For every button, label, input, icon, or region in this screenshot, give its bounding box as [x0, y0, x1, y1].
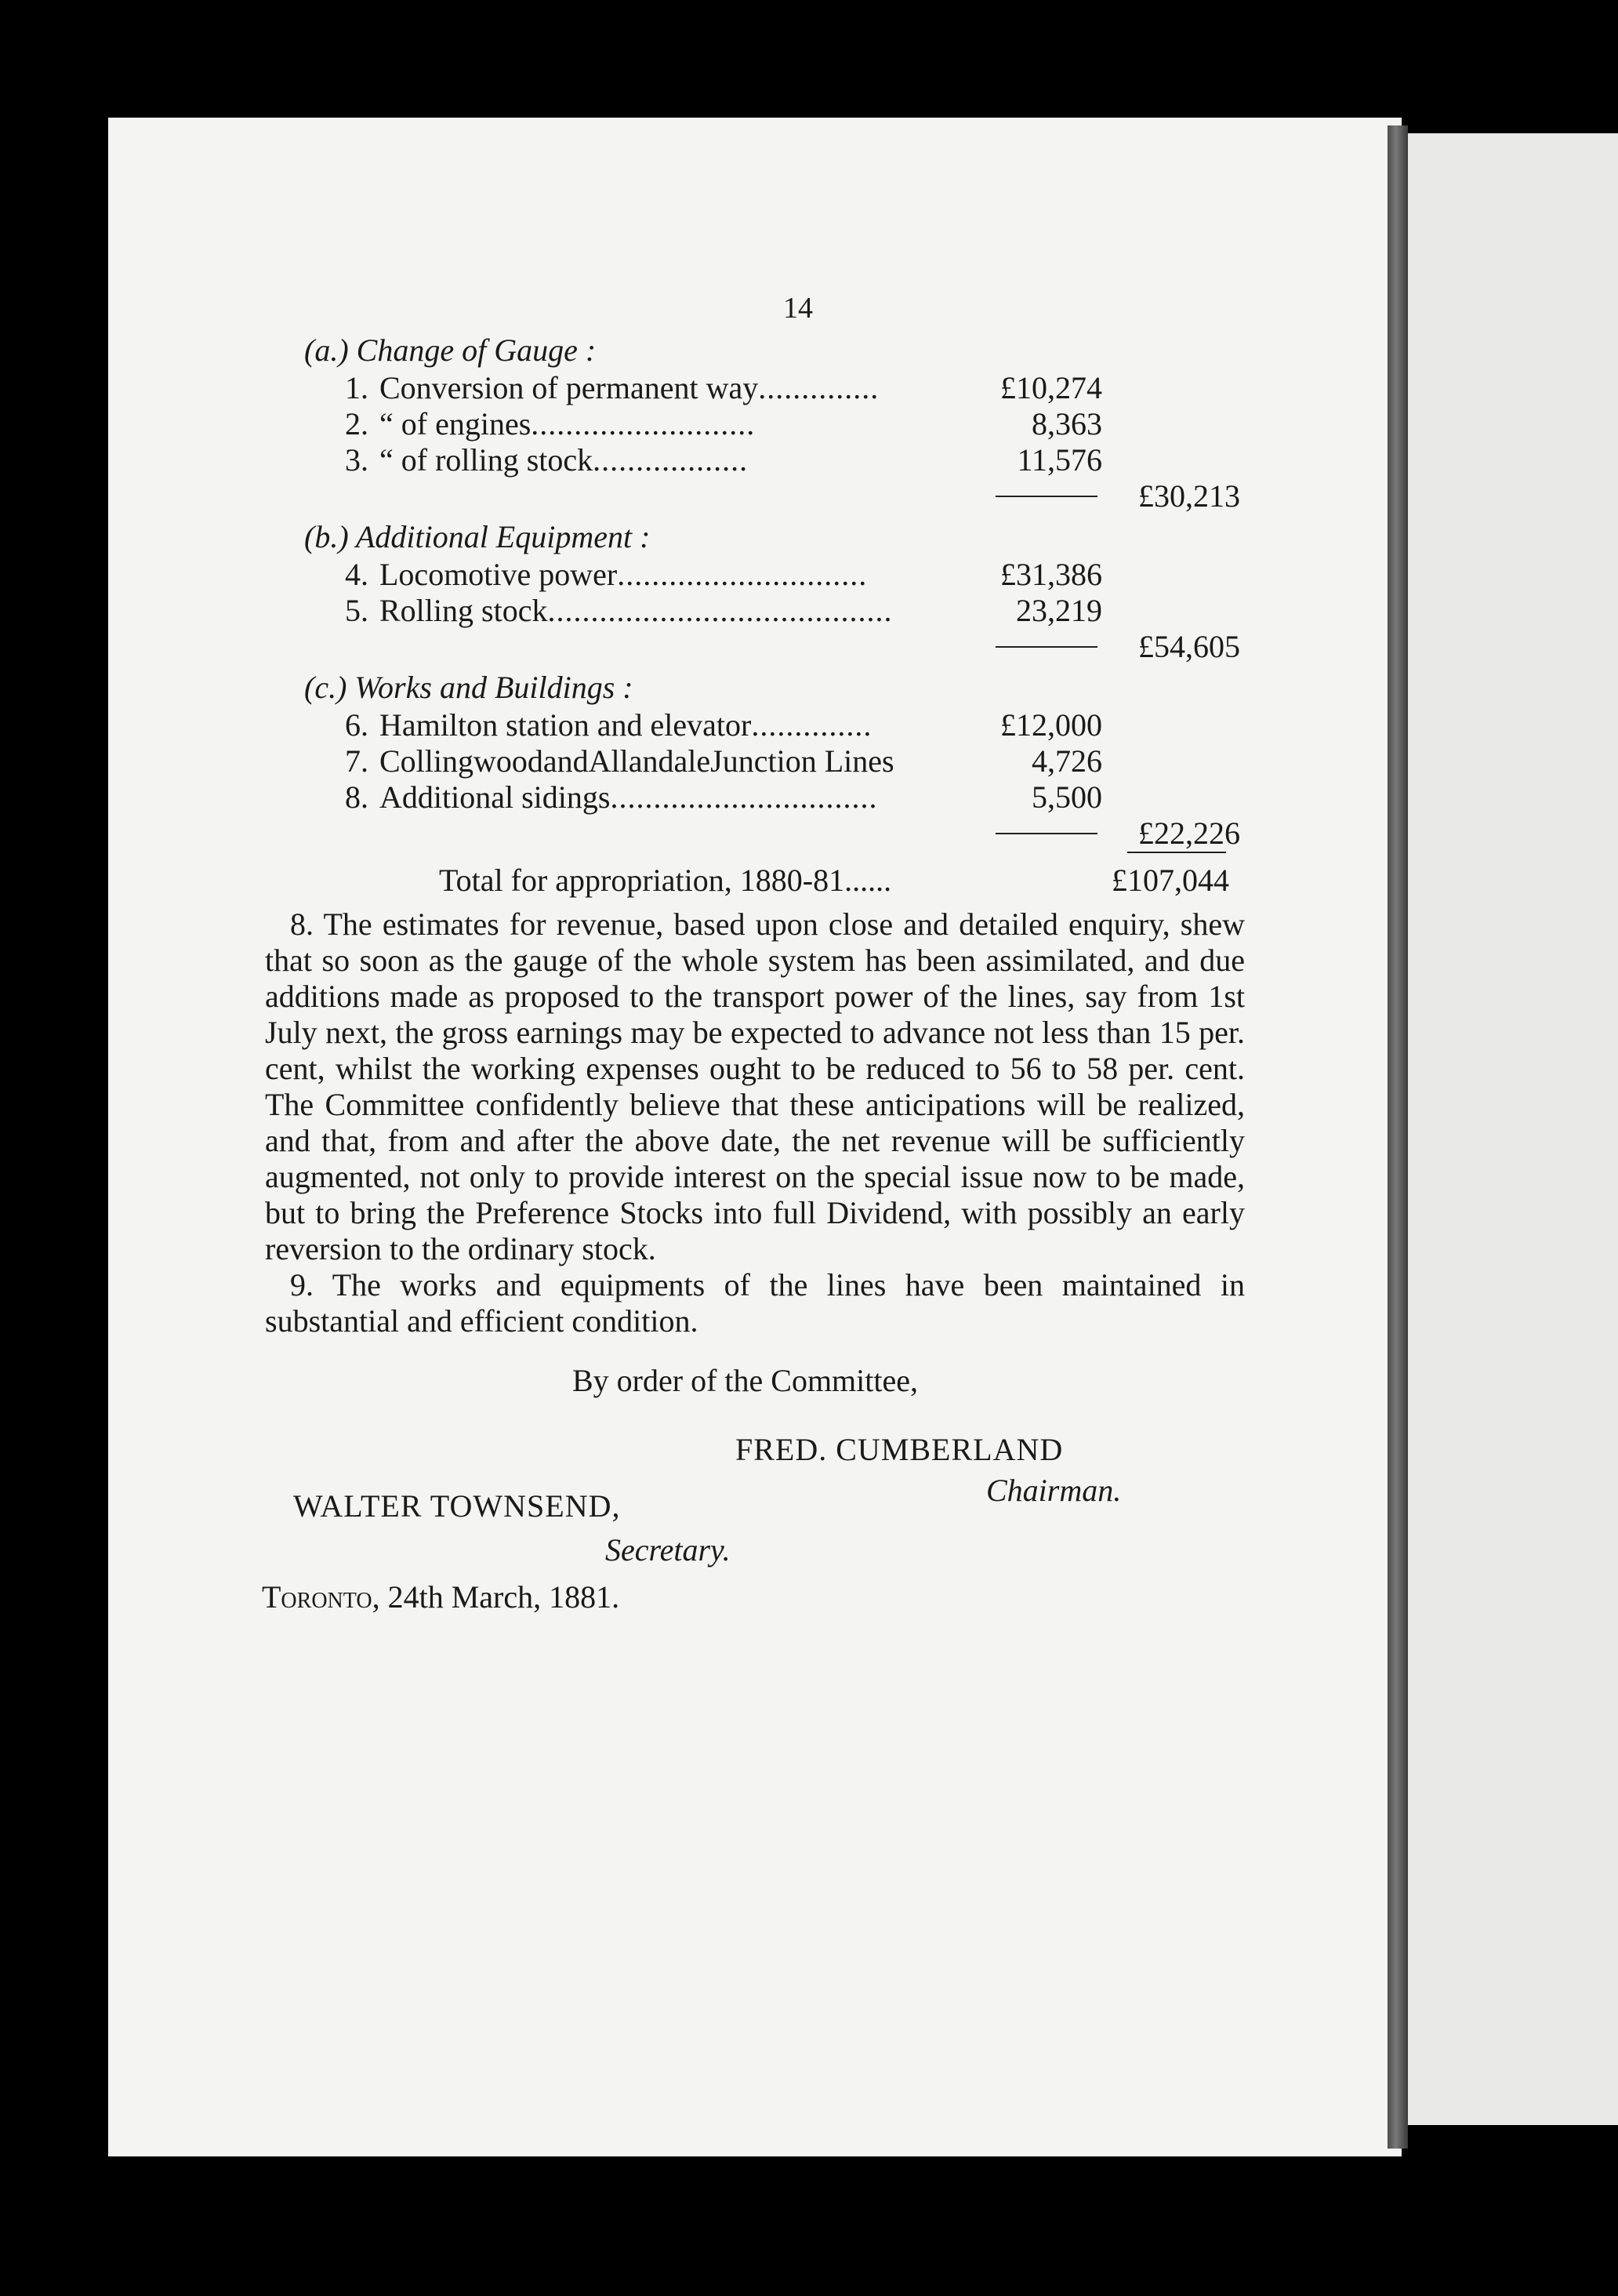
- item-number: 3.: [345, 442, 368, 478]
- item-number: 4.: [345, 557, 368, 592]
- item-description: “ of engines..........................: [379, 406, 756, 441]
- item-amount: 5,500: [1032, 779, 1102, 815]
- place: Toronto,: [262, 1579, 380, 1615]
- section-a-label: (a.): [304, 332, 349, 368]
- page-binding: [1388, 125, 1408, 2149]
- section-c-title: Works and Buildings :: [354, 670, 633, 705]
- item-row: [265, 442, 1245, 478]
- subtotal-rule: [996, 833, 1097, 834]
- item-amount: 4,726: [1032, 743, 1102, 779]
- item-number: 5.: [345, 593, 368, 628]
- item-row: [265, 593, 1245, 629]
- item-row: [265, 743, 1245, 779]
- signature-block: [262, 1363, 1245, 1661]
- by-order-line: By order of the Committee,: [572, 1363, 919, 1398]
- item-number: 6.: [345, 707, 368, 743]
- total-row: [265, 863, 1245, 906]
- item-description: Additional sidings...............................: [379, 779, 878, 815]
- item-description: Locomotive power.............................: [379, 557, 868, 592]
- item-row: [265, 406, 1245, 442]
- item-number: 1.: [345, 370, 368, 405]
- date: 24th March, 1881.: [387, 1579, 620, 1615]
- item-amount: £31,386: [1000, 557, 1102, 592]
- paragraph-8: 8. The estimates for revenue, based upon close and detailed enquiry, shew that so soon as the gauge of the whole system has been assimilated, and due additions made as proposed to the transport power of the lines, say from 1st July next, the gross earnings may be expected to advance not less than 15 per. cent, whilst the working expenses ought to be reduced to 56 to 58 per. cent. The Committee confidently believe that these anticipations will be realized, and that, from and after the above date, the net revenue will be sufficiently augmented, not only to provide interest on the special issue now to be made, but to bring the Preference Stocks into full Dividend, with possibly an early reversion to the ordinary stock.: [265, 906, 1245, 1266]
- total-label: Total for appropriation, 1880-81......: [439, 863, 892, 898]
- item-amount: £12,000: [1000, 707, 1102, 743]
- item-row: [265, 370, 1245, 406]
- section-subtotal: £22,226: [1138, 816, 1240, 851]
- facing-page: [1408, 133, 1618, 2125]
- section-subtotal: £54,605: [1138, 629, 1240, 664]
- item-description: “ of rolling stock..................: [379, 442, 749, 478]
- subtotal-row: [265, 478, 1245, 514]
- item-description: Hamilton station and elevator..............: [379, 707, 872, 743]
- item-row: [265, 779, 1245, 816]
- page-content: [262, 290, 1245, 1661]
- total-rule: [1127, 852, 1226, 853]
- subtotal-row: [265, 629, 1245, 665]
- item-number: 2.: [345, 406, 368, 441]
- subtotal-rule: [996, 496, 1097, 497]
- chairman-name: FRED. CUMBERLAND: [735, 1432, 1064, 1467]
- chairman-title: Chairman.: [986, 1473, 1122, 1508]
- item-row: [265, 707, 1245, 743]
- section-b-title: Additional Equipment :: [355, 519, 651, 554]
- item-number: 7.: [345, 743, 368, 779]
- place-date-line: [262, 1579, 619, 1615]
- page-number: 14: [783, 292, 813, 325]
- subtotal-rule: [996, 646, 1097, 648]
- section-subtotal: £30,213: [1138, 478, 1240, 514]
- secretary-title: Secretary.: [605, 1532, 731, 1568]
- subtotal-row: [265, 816, 1245, 852]
- section-c-heading: [304, 670, 1245, 706]
- section-a-heading: [304, 332, 1245, 369]
- section-c-label: (c.): [304, 670, 347, 705]
- item-amount: 11,576: [1017, 442, 1102, 478]
- item-number: 8.: [345, 779, 368, 815]
- item-amount: 23,219: [1016, 593, 1102, 628]
- secretary-name: WALTER TOWNSEND,: [293, 1488, 621, 1524]
- section-b-label: (b.): [304, 519, 349, 554]
- item-amount: £10,274: [1000, 370, 1102, 405]
- item-amount: 8,363: [1032, 406, 1102, 441]
- section-a-title: Change of Gauge :: [356, 332, 597, 368]
- paragraph-9: 9. The works and equipments of the lines have been maintained in substantial and efficient condition.: [265, 1267, 1245, 1339]
- item-description: CollingwoodandAllandaleJunction Lines: [379, 743, 894, 779]
- total-value: £107,044: [1112, 863, 1229, 898]
- item-description: Rolling stock........................................: [379, 593, 893, 628]
- section-b-heading: [304, 519, 1245, 555]
- item-description: Conversion of permanent way..............: [379, 370, 880, 405]
- item-row: [265, 557, 1245, 593]
